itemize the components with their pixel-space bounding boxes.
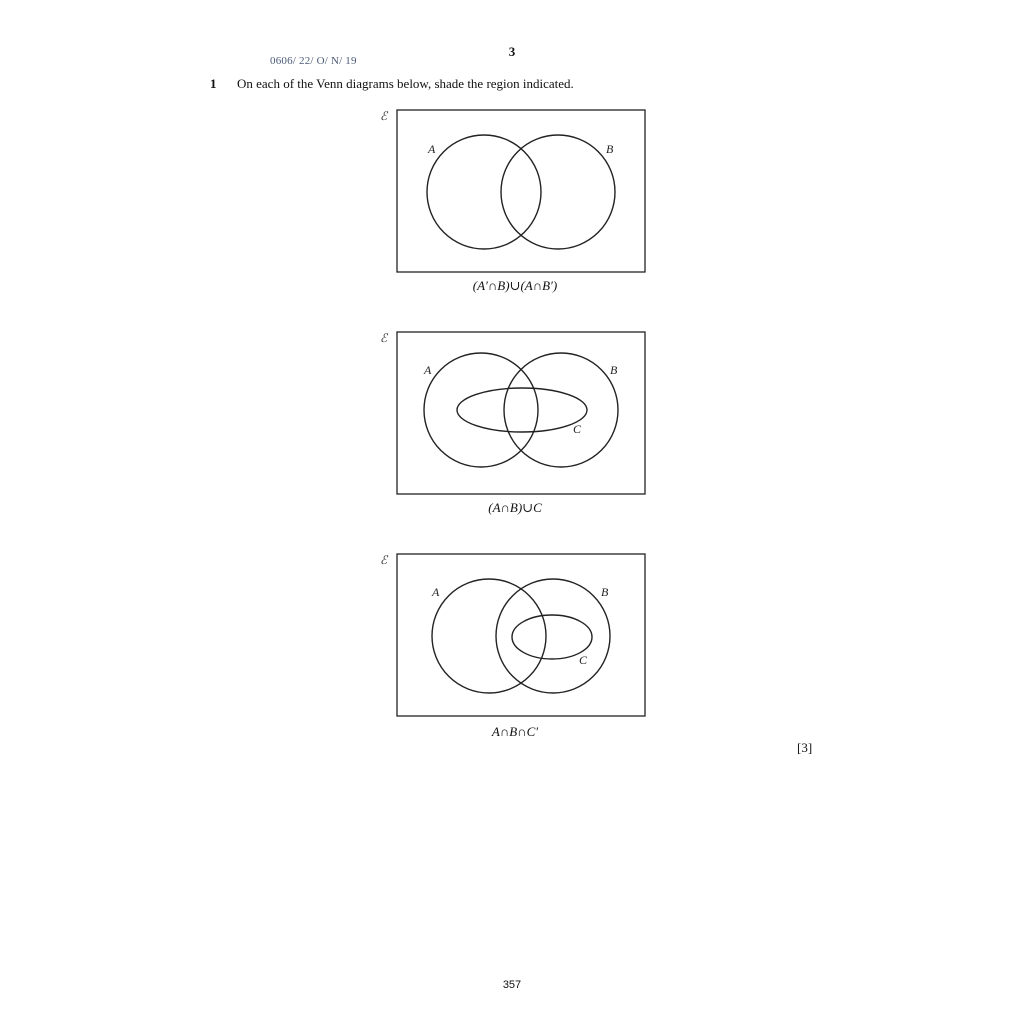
set-a-label: A <box>428 142 436 156</box>
set-b-label: B <box>610 363 618 377</box>
venn-diagram-3 <box>370 548 660 748</box>
set-b-circle <box>504 353 618 467</box>
universal-set-rectangle <box>397 554 645 716</box>
venn-diagram-2 <box>370 326 660 526</box>
universal-set-rectangle <box>397 110 645 272</box>
venn-diagram-1 <box>370 104 660 304</box>
set-a-label: A <box>424 363 432 377</box>
set-a-circle <box>427 135 541 249</box>
set-a-circle <box>432 579 546 693</box>
universal-set-symbol: ℰ <box>380 553 388 567</box>
set-a-label: A <box>432 585 440 599</box>
question-text: On each of the Venn diagrams below, shade the region indicated. <box>237 76 574 91</box>
universal-set-rectangle <box>397 332 645 494</box>
set-b-circle <box>496 579 610 693</box>
marks-allocation: [3] <box>797 740 813 755</box>
venn-diagram-1-svg <box>370 104 660 284</box>
set-b-label: B <box>606 142 614 156</box>
venn-caption-2: (A∩B)∪C <box>488 500 542 515</box>
page-number: 3 <box>508 44 516 59</box>
set-c-label: C <box>573 422 582 436</box>
footer-page-index: 357 <box>502 979 522 991</box>
venn-caption-1: (A′∩B)∪(A∩B′) <box>472 278 558 293</box>
set-b-label: B <box>601 585 609 599</box>
venn-diagram-2-svg <box>370 326 660 506</box>
question-number: 1 <box>210 76 217 91</box>
paper-code: 0606/ 22/ O/ N/ 19 <box>270 55 357 67</box>
set-c-label: C <box>579 653 588 667</box>
universal-set-symbol: ℰ <box>380 331 388 345</box>
venn-diagram-3-svg <box>370 548 660 728</box>
venn-caption-3: A∩B∩C′ <box>491 724 539 739</box>
set-c-ellipse <box>457 388 587 432</box>
set-b-circle <box>501 135 615 249</box>
universal-set-symbol: ℰ <box>380 109 388 123</box>
